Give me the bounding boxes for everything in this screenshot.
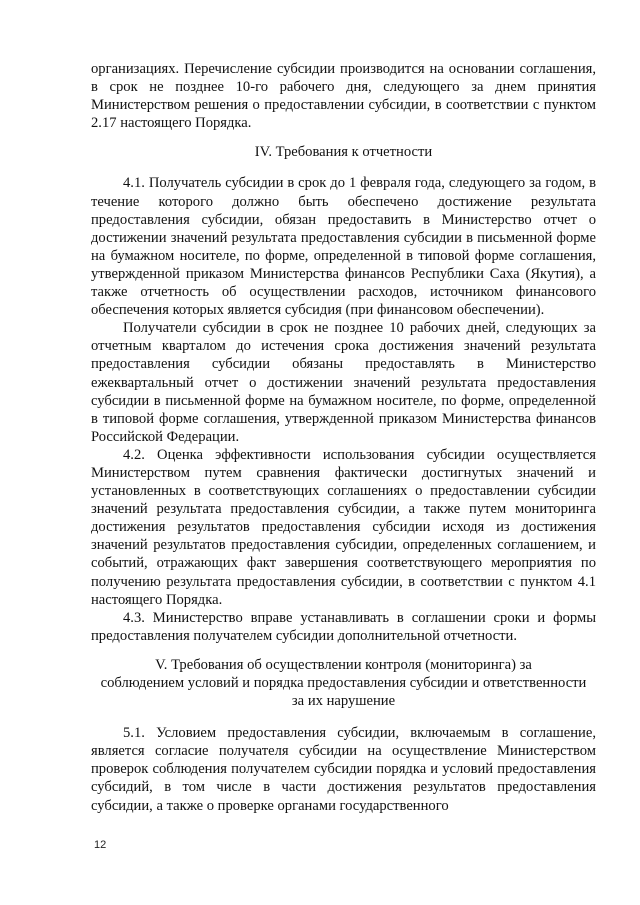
paragraph-continuation: организациях. Перечисление субсидии производится на основании соглашения, в срок не позднее 10-го рабочего дня, следующего за днем принятия Министерством решения о предоставлении субсидии, в соответствии с пунктом 2.17 настоящего Порядка.	[91, 61, 596, 132]
section-5-heading-line-3: за их нарушение	[291, 693, 396, 710]
paragraph-4-1-quarterly: Получатели субсидии в срок не позднее 10 рабочих дней, следующих за отчетным кварталом до истечения срока достижения значений результата предоставления субсидии обязаны предоставлять в Министерство ежеквартальный отчет о достижении значений результата предоставления субсидии в письменной форме на бумажном носителе, по форме, определенной в типовой форме соглашения, утвержденной приказом Министерства финансов Российской Федерации.	[91, 320, 596, 445]
paragraph-5-1: 5.1. Условием предоставления субсидии, включаемым в соглашение, является согласие получателя субсидии на осуществление Министерством проверок соблюдения получателем субсидии порядка и условий предоставления субсидий, в том числе в части достижения результатов предоставления субсидии, а также о проверке органами государственного	[91, 725, 596, 814]
section-4-heading: IV. Требования к отчетности	[254, 144, 433, 161]
document-page	[91, 60, 596, 815]
page-number: 12	[94, 839, 107, 851]
paragraph-4-1: 4.1. Получатель субсидии в срок до 1 февраля года, следующего за годом, в течение которого должно быть обеспечено достижение результата предоставления субсидии, обязан предоставить в Министерство отчет о достижении значений результата предоставления субсидии в письменной форме на бумажном носителе, по форме, определенной в типовой форме соглашения, утвержденной приказом Министерства финансов Республики Саха (Якутия), а также отчетность об осуществлении расходов, источником финансового обеспечения которых является субсидия (при финансовом обеспечении).	[91, 175, 596, 319]
section-5-heading-line-2: соблюдением условий и порядка предоставления субсидии и ответственности	[100, 675, 587, 691]
paragraph-4-3: 4.3. Министерство вправе устанавливать в соглашении сроки и формы предоставления получателем субсидии дополнительной отчетности.	[91, 609, 596, 644]
section-5-heading	[91, 656, 596, 710]
paragraph-4-2: 4.2. Оценка эффективности использования субсидии осуществляется Министерством путем сравнения фактически достигнутых значений и установленных в соответствующих соглашениях о предоставлении субсидии значений результата предоставления субсидии, а также путем мониторинга достижения результатов предоставления субсидии исходя из достижения значений результатов предоставления субсидии, определенных соглашением, и событий, отражающих факт завершения соответствующего мероприятия по получению результата предоставления субсидии, в соответствии с пунктом 4.1 настоящего Порядка.	[91, 446, 596, 608]
section-5-heading-line-1: V. Требования об осуществлении контроля (мониторинга) за	[155, 656, 532, 673]
